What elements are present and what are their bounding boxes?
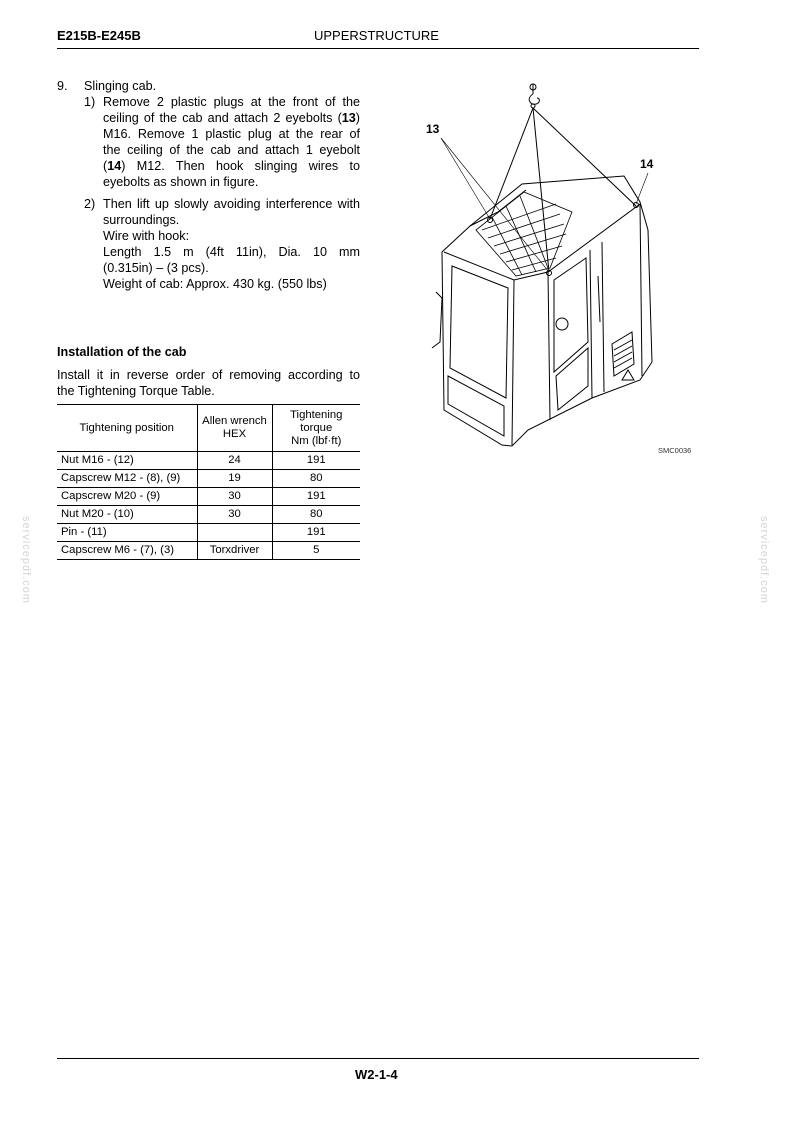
substep-1-line: (14) M12. Then hook slinging wires to	[103, 159, 360, 173]
table-row	[57, 452, 360, 470]
cell-hex	[197, 524, 272, 542]
cell-position: Pin - (11)	[57, 524, 197, 542]
cab-outline	[442, 176, 652, 446]
substep-2-number: 2)	[84, 197, 96, 211]
header-allen-wrench: Allen wrench HEX	[197, 405, 272, 452]
cell-torque: 191	[272, 452, 360, 470]
cell-torque: 5	[272, 542, 360, 560]
figure-code: SMC0036	[658, 446, 692, 455]
cell-position: Nut M20 - (10)	[57, 506, 197, 524]
rear-vent-icon	[612, 332, 634, 376]
cell-hex: 24	[197, 452, 272, 470]
cell-hex: 30	[197, 506, 272, 524]
intro-line: Install it in reverse order of removing according to	[57, 368, 360, 382]
cell-torque: 80	[272, 470, 360, 488]
page-number: W2-1-4	[355, 1067, 398, 1082]
intro-line: the Tightening Torque Table.	[57, 384, 215, 398]
door-window	[554, 258, 588, 410]
table-row	[57, 488, 360, 506]
installation-intro	[57, 367, 360, 399]
manual-model: E215B-E245B	[57, 28, 141, 43]
cell-torque: 191	[272, 524, 360, 542]
step-title: Slinging cab.	[84, 79, 157, 93]
substep-2-line: Length 1.5 m (4ft 11in), Dia. 10 mm	[103, 245, 360, 259]
cell-hex: 30	[197, 488, 272, 506]
table-row	[57, 470, 360, 488]
callout-ref-14: 14	[107, 159, 122, 173]
crane-hook-icon	[529, 84, 539, 108]
callout-13: 13	[426, 122, 440, 136]
front-window	[448, 266, 508, 436]
step-number: 9.	[57, 79, 68, 93]
substep-2-line: Then lift up slowly avoiding interference with	[103, 197, 360, 211]
substep-1-line: ceiling of the cab and attach 2 eyebolts (13)	[103, 111, 360, 125]
table-row	[57, 506, 360, 524]
footer-rule	[57, 1058, 699, 1059]
section-name: UPPERSTRUCTURE	[314, 28, 439, 43]
header-tightening-torque: Tightening torque Nm (lbf·ft)	[272, 405, 360, 452]
cell-hex: 19	[197, 470, 272, 488]
substep-1-line: M16. Remove 1 plastic plug at the rear of	[103, 127, 360, 141]
tightening-torque-table	[57, 404, 360, 560]
table-row	[57, 524, 360, 542]
header-rule	[57, 48, 699, 49]
table-row	[57, 542, 360, 560]
table-header-row	[57, 405, 360, 452]
cab-slinging-figure	[402, 80, 702, 460]
cell-position: Capscrew M6 - (7), (3)	[57, 542, 197, 560]
cell-hex: Torxdriver	[197, 542, 272, 560]
installation-heading: Installation of the cab	[57, 345, 187, 359]
cell-position: Capscrew M12 - (8), (9)	[57, 470, 197, 488]
slinging-wires	[490, 108, 636, 272]
substep-1-line: Remove 2 plastic plugs at the front of the	[103, 95, 360, 109]
substep-2-line: Weight of cab: Approx. 430 kg. (550 lbs)	[103, 277, 327, 291]
watermark-left: servicepdf.com	[20, 516, 32, 604]
roof-grill	[476, 192, 572, 276]
substep-1-line: the ceiling of the cab and attach 1 eyebolt	[103, 143, 360, 157]
substep-2-body	[103, 196, 360, 292]
cell-position: Nut M16 - (12)	[57, 452, 197, 470]
cell-position: Capscrew M20 - (9)	[57, 488, 197, 506]
substep-1-line: eyebolts as shown in figure.	[103, 175, 259, 189]
substep-2-line: Wire with hook:	[103, 229, 190, 243]
substep-2-line: (0.315in) – (3 pcs).	[103, 261, 209, 275]
cell-torque: 80	[272, 506, 360, 524]
substep-1-body	[103, 94, 360, 190]
substep-2-line: surroundings.	[103, 213, 180, 227]
watermark-right: servicepdf.com	[758, 516, 770, 604]
callout-14: 14	[640, 157, 654, 171]
cell-torque: 191	[272, 488, 360, 506]
substep-1-number: 1)	[84, 95, 96, 109]
callout-ref-13: 13	[341, 111, 356, 125]
header-tightening-position: Tightening position	[57, 405, 197, 452]
